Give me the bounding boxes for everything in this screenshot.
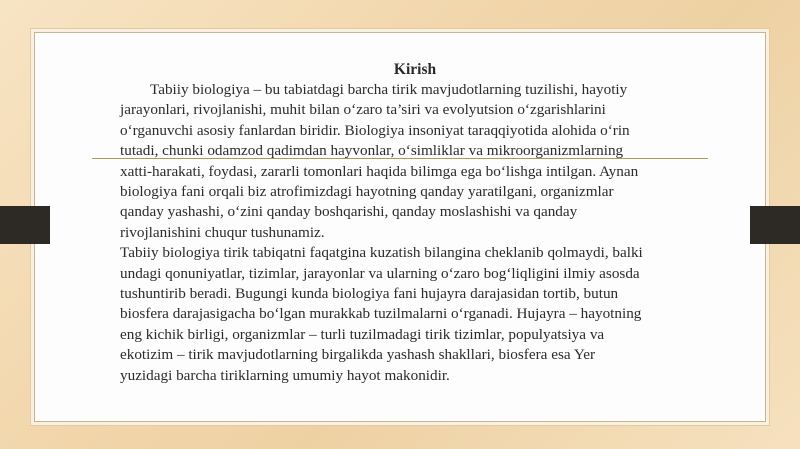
- paragraph-line: Tabiiy biologiya – bu tabiatdagi barcha tirik mavjudotlarning tuzilishi, hayotiy: [150, 81, 628, 98]
- paragraph-2: [120, 243, 710, 386]
- paragraph-line: undagi qonuniyatlar, tizimlar, jarayonlar va ularning o‘zaro bog‘liqligini ilmiy asosda: [120, 264, 640, 282]
- paragraph-line: rivojlanishini chuqur tushunamiz.: [120, 223, 325, 241]
- paragraph-line: xatti-harakati, foydasi, zararli tomonlari haqida bilimga ega bo‘lishga intilgan. Aynan: [120, 162, 639, 180]
- left-side-tab: [0, 206, 50, 244]
- paragraph-line: qanday yashashi, o‘zini qanday boshqarishi, qanday moslashishi va qanday: [120, 203, 578, 221]
- paragraph-line: o‘rganuvchi asosiy fanlardan biridir. Biologiya insoniyat taraqqiyotida alohida o‘rin: [120, 121, 630, 139]
- paragraph-line: ekotizim – tirik mavjudotlarning birgalikda yashash shakllari, biosfera esa Yer: [120, 346, 596, 364]
- slide-title: Kirish: [393, 61, 437, 78]
- paragraph-line: biosfera darajasigacha bo‘lgan murakkab tuzilmalarni o‘rganadi. Hujayra – hayotning: [120, 305, 642, 323]
- right-side-tab: [750, 206, 800, 244]
- paragraph-line: biologiya fani orqali biz atrofimizdagi hayotning qanday yaratilgani, organizmlar: [120, 183, 614, 201]
- paragraph-line: jarayonlari, rivojlanishi, muhit bilan o‘zaro ta’siri va evolyutsion o‘zgarishlarini: [120, 101, 606, 119]
- paragraph-line: tushuntirib beradi. Bugungi kunda biologiya fani hujayra darajasidan tortib, butun: [120, 285, 619, 303]
- paragraph-line: Tabiiy biologiya tirik tabiqatni faqatgina kuzatish bilangina cheklanib qolmaydi, balki: [120, 244, 643, 262]
- slide-content: [120, 60, 710, 386]
- paragraph-line: eng kichik birligi, organizmlar – turli tuzilmadagi tirik tizimlar, populyatsiya va: [120, 325, 605, 343]
- paragraph-line: yuzidagi barcha tiriklarning umumiy hayot makonidir.: [120, 366, 450, 384]
- paragraph-line: tutadi, chunki odamzod qadimdan hayvonlar, o‘simliklar va mikroorganizmlarning: [120, 142, 624, 160]
- paragraph-1: [120, 80, 710, 243]
